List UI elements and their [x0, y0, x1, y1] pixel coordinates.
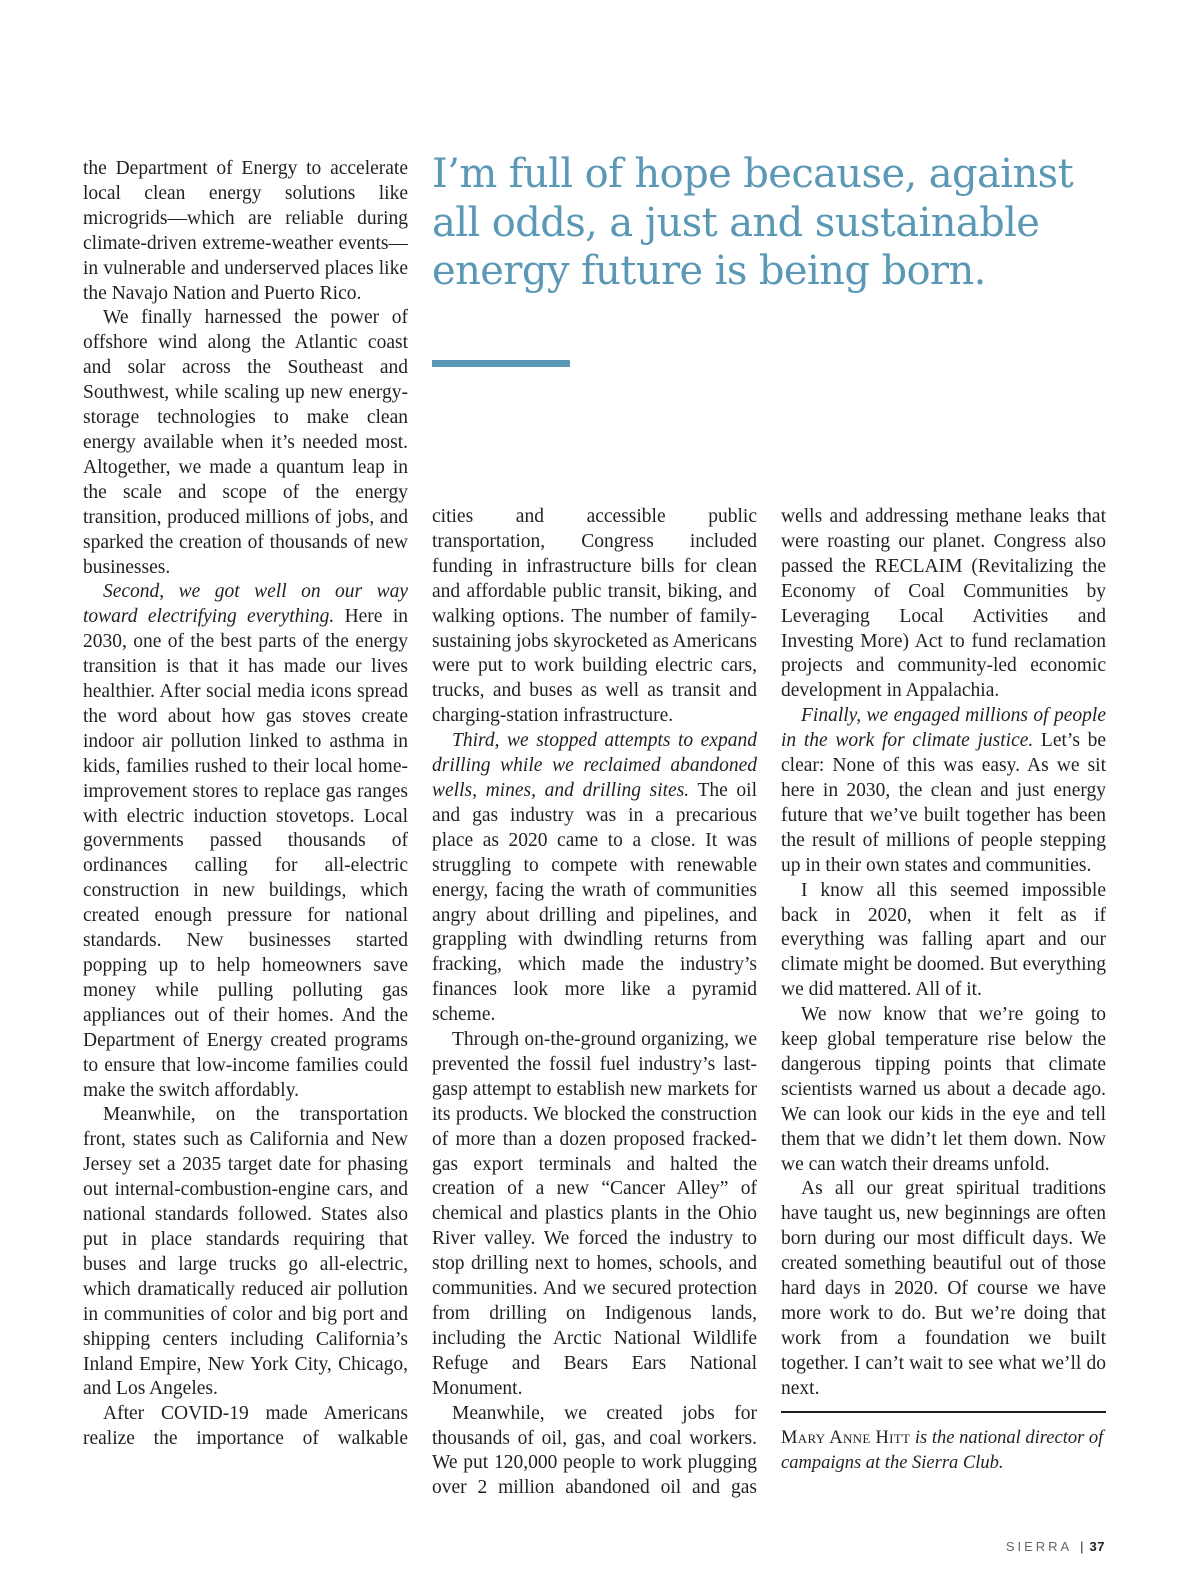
paragraph: We finally harnessed the power of offshore wind along the Atlantic coast and solar across the Southeast and Southwest, while scaling up new energy-storage technologies to make clean energy available when it’s needed most. Altogether, we made a quantum leap in the scale and scope of the energy transition, produced millions of jobs, and sparked the creation of thousands of new businesses. [83, 307, 408, 578]
paragraph: Through on-the-ground organizing, we prevented the fossil fuel industry’s last-gasp attempt to establish new markets for its products. We blocked the construction of more than a dozen proposed fracked-gas export terminals and halted the creation of a new “Cancer Alley” of chemical and plastics plants in the Ohio River valley. We forced the industry to stop drilling next to homes, schools, and communities. And we secured protection from drilling on Indigenous lands, including the Arctic National Wildlife Refuge and Bears Ears National Monument. [432, 1029, 757, 1399]
author-name: Mary Anne Hitt [781, 1428, 911, 1448]
section-lead: Finally, we engaged millions of people in the work for climate justice. [781, 705, 1106, 752]
article-column-3 [781, 505, 1106, 1402]
author-bio [781, 1426, 1111, 1475]
bio-divider [781, 1411, 1106, 1413]
paragraph: Meanwhile, we created jobs for thousands of oil, gas, and coal workers. We put 120,000 people to work plugging over 2 million abandoned oil and gas [432, 1402, 757, 1499]
article-column-1 [83, 157, 408, 1452]
folio-separator: | [1080, 1539, 1084, 1554]
magazine-name: SIERRA [1005, 1539, 1072, 1554]
page-number: 37 [1089, 1539, 1105, 1554]
paragraph [781, 704, 1106, 878]
paragraph: After COVID-19 made Americans realize the importance of walkable [83, 1403, 408, 1450]
paragraph: wells and addressing methane leaks that were roasting our planet. Congress also passed the RECLAIM (Revitalizing the Economy of Coal Communities by Leveraging Local Activities and Investing More) Act to fund reclamation projects and community-led economic development in Appalachia. [781, 506, 1106, 702]
paragraph-text: The oil and gas industry was in a precarious place as 2020 came to a close. It was struggling to compete with renewable energy, facing the wrath of communities angry about drilling and pipelines, and grappling with dwindling returns from fracking, which made the industry’s finances look more like a pyramid scheme. [432, 779, 757, 1026]
paragraph: I know all this seemed impossible back in 2020, when it felt as if everything was falling apart and our climate might be doomed. But everything we did mattered. All of it. [781, 879, 1106, 1001]
pull-quote-rule [432, 360, 570, 367]
author-bio-text: is the national director of campaigns at the Sierra Club. [781, 1428, 1104, 1473]
section-lead: Second, we got well on our way toward electrifying everything. [83, 581, 408, 628]
page-folio [1006, 1539, 1105, 1554]
paragraph-text: Let’s be clear: None of this was easy. As we sit here in 2030, the clean and just energy future that we’ve built together has been the result of millions of people stepping up in their own states and communities. [781, 730, 1106, 876]
paragraph: We now know that we’re going to keep global temperature rise below the dangerous tipping points that climate scientists warned us about a decade ago. We can look our kids in the eye and tell them that we didn’t let them down. Now we can watch their dreams unfold. [781, 1004, 1106, 1175]
paragraph: cities and accessible public transportation, Congress included funding in infrastructure bills for clean and affordable public transit, biking, and walking options. The number of family-sustaining jobs skyrocketed as Americans were put to work building electric cars, trucks, and buses as well as transit and charging-station infrastructure. [432, 506, 757, 727]
pull-quote: I’m full of hope because, against all odds, a just and sustainable energy future is being born. [432, 151, 1074, 294]
paragraph-text: Here in 2030, one of the best parts of the energy transition is that it has made our lives healthier. After social media icons spread the word about how gas stoves create indoor air pollution linked to asthma in kids, families rushed to their local home-improvement stores to replace gas ranges with electric induction stovetops. Local governments passed thousands of ordinances calling for all-electric construction in new buildings, which created enough pressure for national standards. New businesses started popping up to help homeowners save money while pulling polluting gas appliances out of their homes. And the Department of Energy created programs to ensure that low-income families could make the switch affordably. [83, 606, 408, 1101]
paragraph [432, 729, 757, 1028]
paragraph: As all our great spiritual traditions have taught us, new beginnings are often born during our most difficult days. We created something beautiful out of those hard days in 2020. Of course we have more work to do. But we’re doing that work from a foundation we built together. I can’t wait to see what we’ll do next. [781, 1178, 1106, 1399]
paragraph: the Department of Energy to accelerate local clean energy solutions like microgrids—which are reliable during climate-driven extreme-weather events—in vulnerable and underserved places like the Navajo Nation and Puerto Rico. [83, 158, 408, 304]
paragraph: Meanwhile, on the transportation front, states such as California and New Jersey set a 2035 target date for phasing out internal-combustion-engine cars, and national standards followed. States also put in place standards requiring that buses and large trucks go all-electric, which dramatically reduced air pollution in communities of color and big port and shipping centers including California’s Inland Empire, New York City, Chicago, and Los Angeles. [83, 1104, 408, 1400]
section-lead: Third, we stopped attempts to expand drilling while we reclaimed abandoned wells, mines, and drilling sites. [432, 730, 757, 801]
paragraph [83, 580, 408, 1103]
article-column-2 [432, 505, 757, 1501]
